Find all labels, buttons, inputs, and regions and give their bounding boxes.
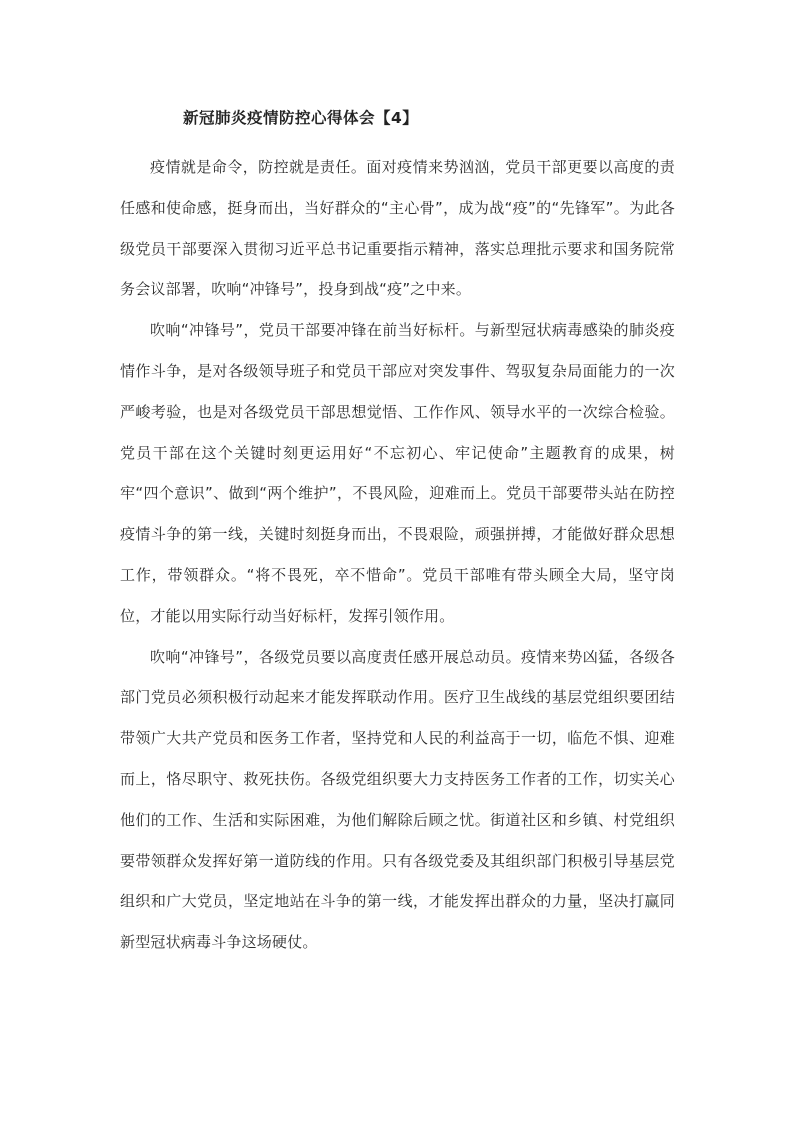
paragraph-2: 吹响“冲锋号”，党员干部要冲锋在前当好标杆。与新型冠状病毒感染的肺炎疫情作斗争，是对各级领导班子和党员干部应对突发事件、驾驭复杂局面能力的一次严峻考验，也是对各级党员干部思想觉悟、工作作风、领导水平的一次综合检验。党员干部在这个关键时刻更运用好“不忘初心、牢记使命”主题教育的成果，树牢“四个意识”、做到“两个维护”，不畏风险，迎难而上。党员干部要带头站在防控疫情斗争的第一线，关键时刻挺身而出，不畏艰险，顽强拼搏，才能做好群众思想工作，带领群众。“将不畏死，卒不惜命”。党员干部唯有带头顾全大局，坚守岗位，才能以用实际行动当好标杆，发挥引领作用。 — [120, 321, 675, 625]
document-title: 新冠肺炎疫情防控心得体会【4】 — [183, 109, 419, 127]
paragraph-1: 疫情就是命令，防控就是责任。面对疫情来势汹汹，党员干部更要以高度的责任感和使命感，挺身而出，当好群众的“主心骨”，成为战“疫”的“先锋军”。为此各级党员干部要深入贯彻习近平总书记重要指示精神，落实总理批示要求和国务院常务会议部署，吹响“冲锋号”，投身到战“疫”之中来。 — [120, 158, 675, 299]
document-body — [120, 147, 675, 963]
paragraph-3: 吹响“冲锋号”，各级党员要以高度责任感开展总动员。疫情来势凶猛，各级各部门党员必须积极行动起来才能发挥联动作用。医疗卫生战线的基层党组织要团结带领广大共产党员和医务工作者，坚持党和人民的利益高于一切，临危不惧、迎难而上，恪尽职守、救死扶伤。各级党组织要大力支持医务工作者的工作，切实关心他们的工作、生活和实际困难，为他们解除后顾之忧。街道社区和乡镇、村党组织要带领群众发挥好第一道防线的作用。只有各级党委及其组织部门积极引导基层党组织和广大党员，坚定地站在斗争的第一线，才能发挥出群众的力量，坚决打赢同新型冠状病毒斗争这场硬仗。 — [120, 647, 675, 952]
